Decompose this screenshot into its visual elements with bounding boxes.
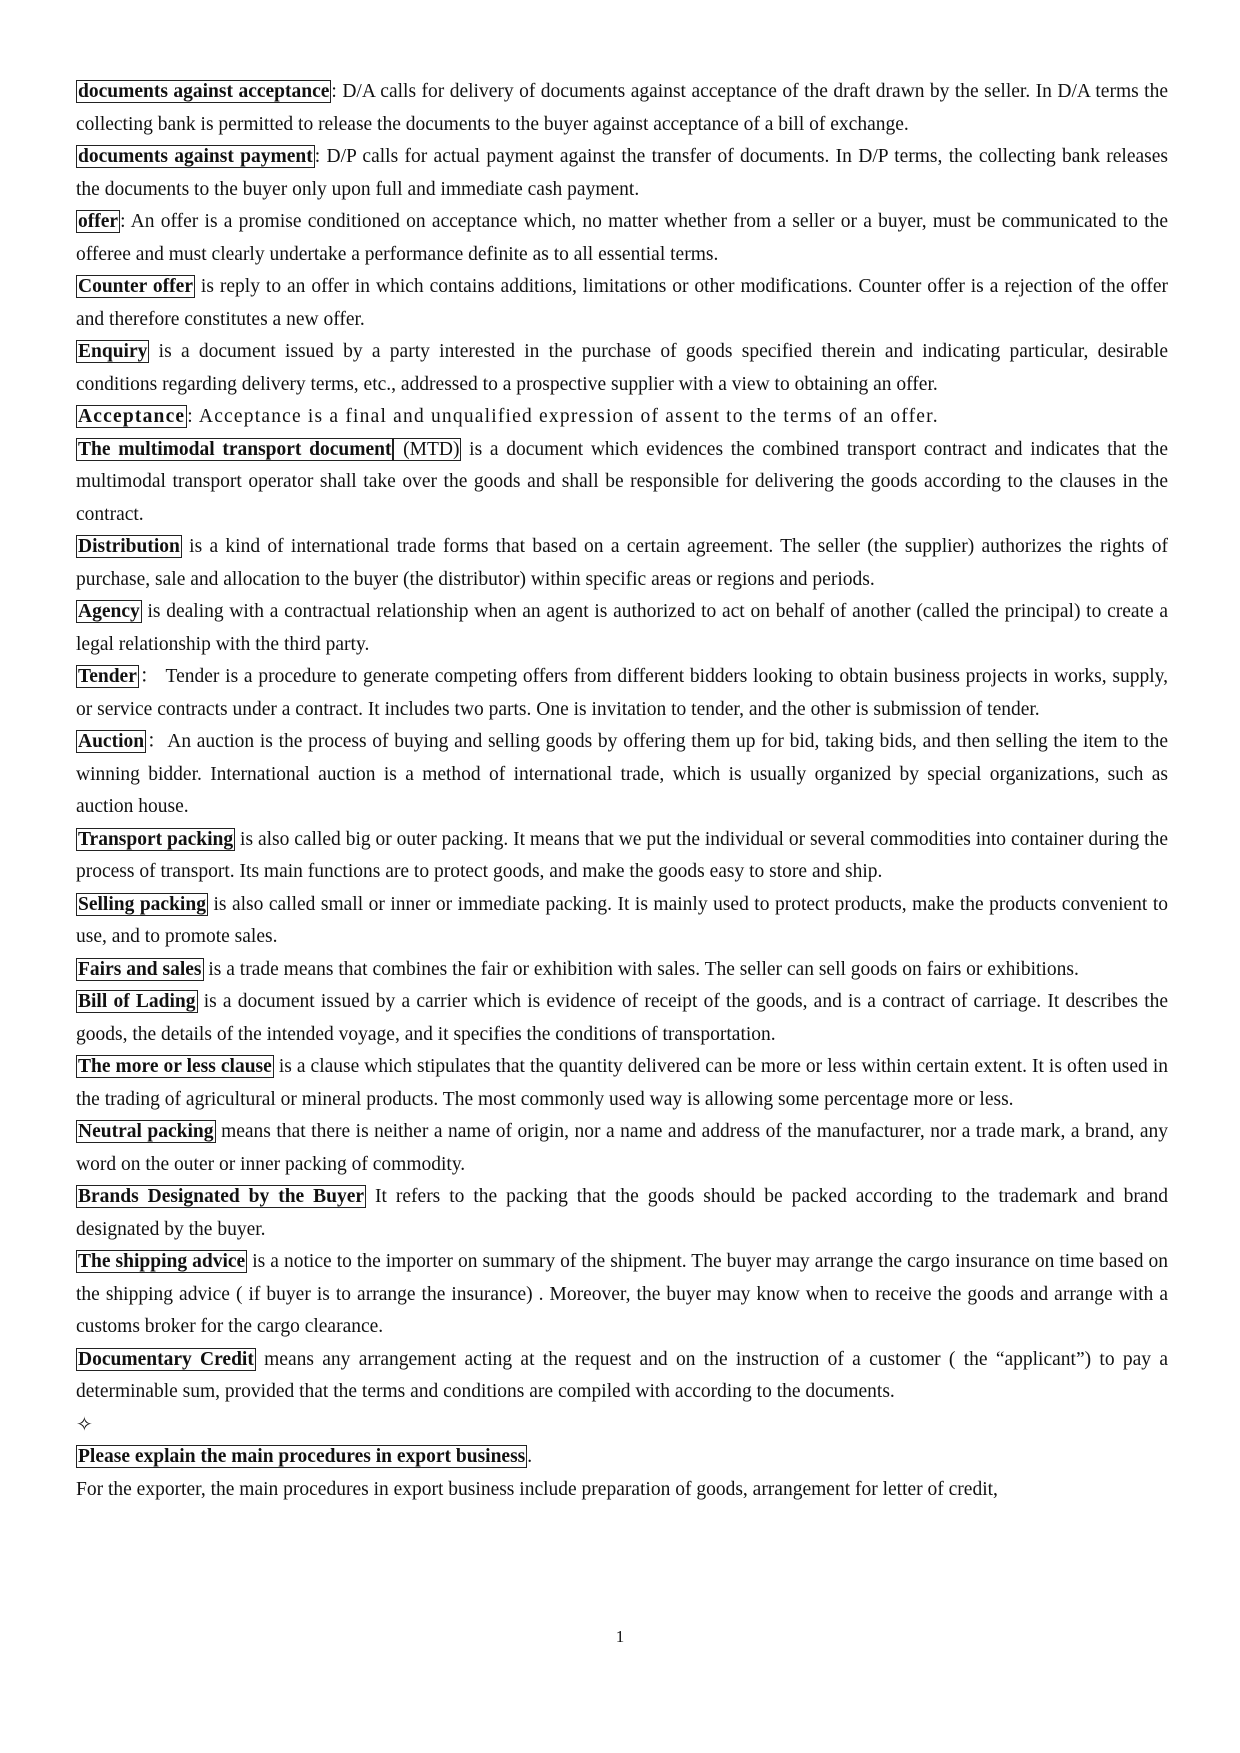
term-label: Brands Designated by the Buyer	[78, 1186, 365, 1207]
definition-text: D/A calls for delivery of documents against acceptance of the draft drawn by the seller. In D/A terms the collecting bank is permitted to release the documents to the buyer against acceptance of a bill of exchange.	[76, 81, 1168, 135]
term-separator: ：	[138, 666, 166, 687]
term-label: Bill of Lading	[78, 991, 196, 1012]
definition-text: is a clause which stipulates that the quantity delivered can be more or less within certain extent. It is often used in the trading of agricultural or mineral products. The most commonly used way is allowing some percentage more or less.	[76, 1056, 1168, 1110]
question-text: Please explain the main procedures in export business	[78, 1446, 526, 1467]
term-label: Counter offer	[78, 276, 193, 297]
term-label: Transport packing	[78, 828, 234, 850]
document-body	[76, 76, 1168, 1506]
definition-text: An auction is the process of buying and selling goods by offering them up for bid, taking bids, and then selling the item to the winning bidder. International auction is a method of international trade, which is usually organized by special organizations, such as auction house.	[76, 731, 1168, 817]
definition-text: is a kind of international trade forms that based on a certain agreement. The seller (the supplier) authorizes the rights of purchase, sale and allocation to the buyer (the distributor) within specific areas or regions and periods.	[76, 536, 1168, 590]
definition-text: is dealing with a contractual relationship when an agent is authorized to act on behalf of another (called the principal) to create a legal relationship with the third party.	[76, 601, 1168, 655]
term-label: offer	[78, 211, 119, 232]
definition-entry	[76, 1181, 1168, 1246]
term-separator	[256, 1349, 264, 1370]
definition-text: An offer is a promise conditioned on acceptance which, no matter whether from a seller or a buyer, must be communicated to the offeree and must clearly undertake a performance definite as to all essential terms.	[76, 211, 1168, 265]
definition-text: Acceptance is a final and unqualified expression of assent to the terms of an offer.	[193, 406, 939, 427]
definition-entry	[76, 661, 1168, 726]
term-label: Acceptance	[78, 406, 186, 427]
term-label: Auction	[78, 731, 145, 752]
definition-entry	[76, 206, 1168, 271]
definition-text: is a document issued by a carrier which is evidence of receipt of the goods, and is a contract of carriage. It describes the goods, the details of the intended voyage, and it specifies the conditions of transportation.	[76, 991, 1169, 1045]
definition-text: is also called small or inner or immediate packing. It is mainly used to protect products, make the products convenient to use, and to promote sales.	[76, 893, 1168, 947]
term-label: The shipping advice	[78, 1251, 246, 1272]
page-number: 1	[615, 1627, 625, 1646]
definition-entry	[76, 954, 1168, 987]
definition-entry	[76, 889, 1168, 954]
term-separator: :	[187, 406, 194, 427]
definition-text: It refers to the packing that the goods should be packed according to the trademark and brand designated by the buyer.	[76, 1186, 1168, 1240]
definition-text: means any arrangement acting at the request and on the instruction of a customer ( the “applicant”) to pay a determinable sum, provided that the terms and conditions are compiled with according to the documents.	[76, 1348, 1168, 1402]
definition-entry	[76, 824, 1168, 889]
definition-entry	[76, 1246, 1168, 1344]
definition-text: is a notice to the importer on summary of the shipment. The buyer may arrange the cargo insurance on time based on the shipping advice ( if buyer is to arrange the insurance) . Moreover, the buyer may know when to receive the goods and arrange with a customs broker for the cargo clearance.	[76, 1251, 1169, 1337]
term-separator: :	[120, 211, 131, 232]
definition-text: means that there is neither a name of origin, nor a name and address of the manufacturer, nor a trade mark, a brand, any word on the outer or inner packing of commodity.	[76, 1121, 1169, 1175]
term-label: Distribution	[78, 536, 180, 557]
definition-text: D/P calls for actual payment against the transfer of documents. In D/P terms, the collecting bank releases the documents to the buyer only upon full and immediate cash payment.	[76, 146, 1168, 200]
definition-text: Tender is a procedure to generate competing offers from different bidders looking to obtain business projects in works, supply, or service contracts under a contract. It includes two parts. One is invitation to tender, and the other is submission of tender.	[76, 666, 1168, 720]
term-separator: ：	[146, 731, 168, 752]
definition-entry	[76, 726, 1168, 824]
question-heading	[76, 1441, 1168, 1474]
term-label: Enquiry	[78, 341, 148, 362]
term-label: Documentary Credit	[78, 1348, 254, 1370]
term-abbreviation: (MTD)	[395, 438, 460, 460]
definition-entry	[76, 271, 1168, 336]
answer-paragraph: For the exporter, the main procedures in export business include preparation of goods, arrangement for letter of credit,	[76, 1478, 998, 1500]
term-separator	[366, 1186, 375, 1207]
definition-entry	[76, 1344, 1168, 1409]
term-label: Neutral packing	[78, 1121, 214, 1142]
definition-entry	[76, 76, 1168, 141]
diamond-bullet-icon: ✧	[76, 1413, 93, 1436]
definition-text: is a document issued by a party interested in the purchase of goods specified therein and indicating particular, desirable conditions regarding delivery terms, etc., addressed to a prospective supplier with a view to obtaining an offer.	[76, 341, 1168, 395]
term-separator: :	[331, 81, 337, 102]
definition-entry	[76, 1051, 1168, 1116]
definition-text: is a trade means that combines the fair or exhibition with sales. The seller can sell goods on fairs or exhibitions.	[208, 958, 1079, 980]
term-label: The multimodal transport document	[78, 438, 392, 460]
definition-entry	[76, 986, 1168, 1051]
term-label: Fairs and sales	[78, 958, 202, 980]
term-label: The more or less clause	[78, 1056, 272, 1077]
definition-entry	[76, 336, 1168, 401]
definition-entry	[76, 401, 1168, 434]
definition-text: is also called big or outer packing. It means that we put the individual or several commodities into container during the process of transport. Its main functions are to protect goods, and make the goods easy to store and ship.	[76, 828, 1169, 882]
definition-text: is reply to an offer in which contains additions, limitations or other modifications. Counter offer is a rejection of the offer and therefore constitutes a new offer.	[76, 276, 1168, 330]
term-separator	[149, 341, 158, 362]
term-label: Agency	[78, 601, 140, 622]
definition-entry	[76, 434, 1168, 532]
definition-entry	[76, 596, 1168, 661]
definition-text: is a document which evidences the combined transport contract and indicates that the multimodal transport operator shall take over the goods and shall be responsible for delivering the goods according to the clauses in the contract.	[76, 438, 1168, 525]
definition-entry	[76, 1116, 1168, 1181]
term-separator: :	[314, 146, 321, 167]
term-label: Tender	[78, 666, 137, 687]
term-label: documents against payment	[78, 146, 313, 167]
term-label: documents against acceptance	[78, 81, 330, 102]
definition-entry	[76, 141, 1168, 206]
term-label: Selling packing	[78, 893, 206, 915]
definition-entry	[76, 531, 1168, 596]
question-end: .	[527, 1446, 533, 1467]
